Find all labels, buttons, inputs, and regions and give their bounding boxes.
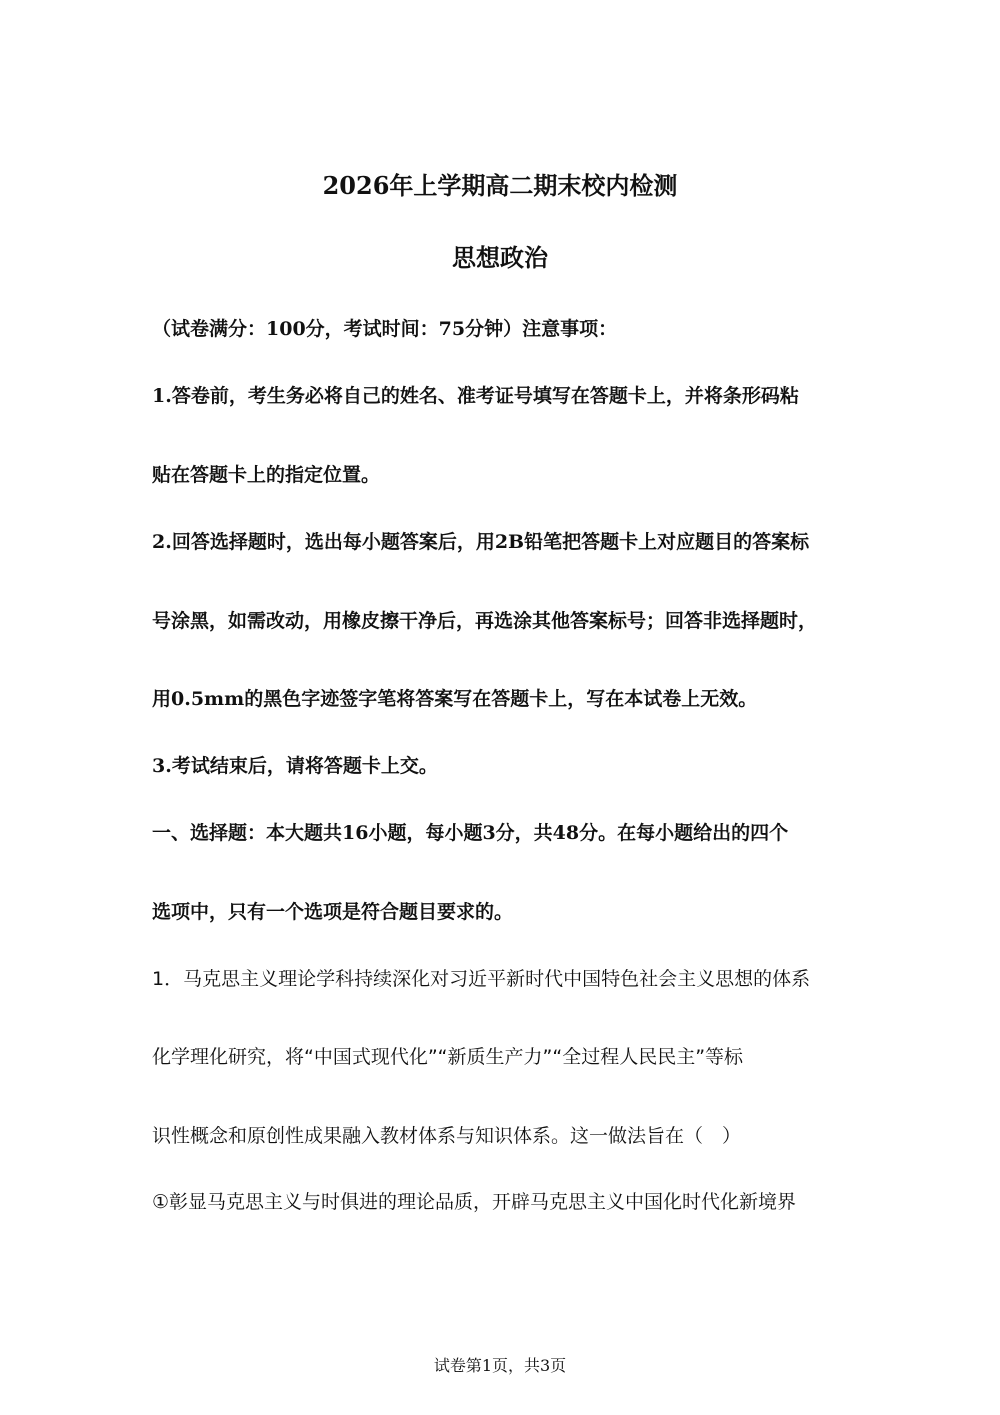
exam-title: 2026年上学期高二期末校内检测 [322,171,678,200]
notice-item-1-line-1: 1.答卷前，考生务必将自己的姓名、准考证号填写在答题卡上，并将条形码粘 [152,385,799,407]
section-heading-line-1: 一、选择题：本大题共16小题，每小题3分，共48分。在每小题给出的四个 [152,822,789,844]
page-footer: 试卷第1页，共3页 [433,1356,567,1375]
section-heading-line-2: 选项中，只有一个选项是符合题目要求的。 [152,901,514,923]
subject-title: 思想政治 [452,243,548,272]
notice-item-2-line-3: 用0.5mm的黑色字迹签字笔将答案写在答题卡上，写在本试卷上无效。 [152,688,758,710]
notice-item-3: 3.考试结束后，请将答题卡上交。 [152,755,438,777]
notice-item-2-line-2: 号涂黑，如需改动，用橡皮擦干净后，再选涂其他答案标号；回答非选择题时， [152,610,818,632]
question-1-line-3: 识性概念和原创性成果融入教材体系与知识体系。这一做法旨在（ ） [152,1125,742,1147]
question-1-line-1: 1．马克思主义理论学科持续深化对习近平新时代中国特色社会主义思想的体系 [152,968,811,990]
notice-item-1-line-2: 贴在答题卡上的指定位置。 [152,464,381,486]
question-1-option-1: ①彰显马克思主义与时俱进的理论品质，开辟马克思主义中国化时代化新境界 [152,1191,797,1213]
notice-item-2-line-1: 2.回答选择题时，选出每小题答案后，用2B铅笔把答题卡上对应题目的答案标 [152,531,810,553]
question-1-line-2: 化学理化研究，将“中国式现代化”“新质生产力”“全过程人民民主”等标 [152,1046,744,1068]
exam-info: （试卷满分：100分，考试时间：75分钟）注意事项： [152,318,618,340]
